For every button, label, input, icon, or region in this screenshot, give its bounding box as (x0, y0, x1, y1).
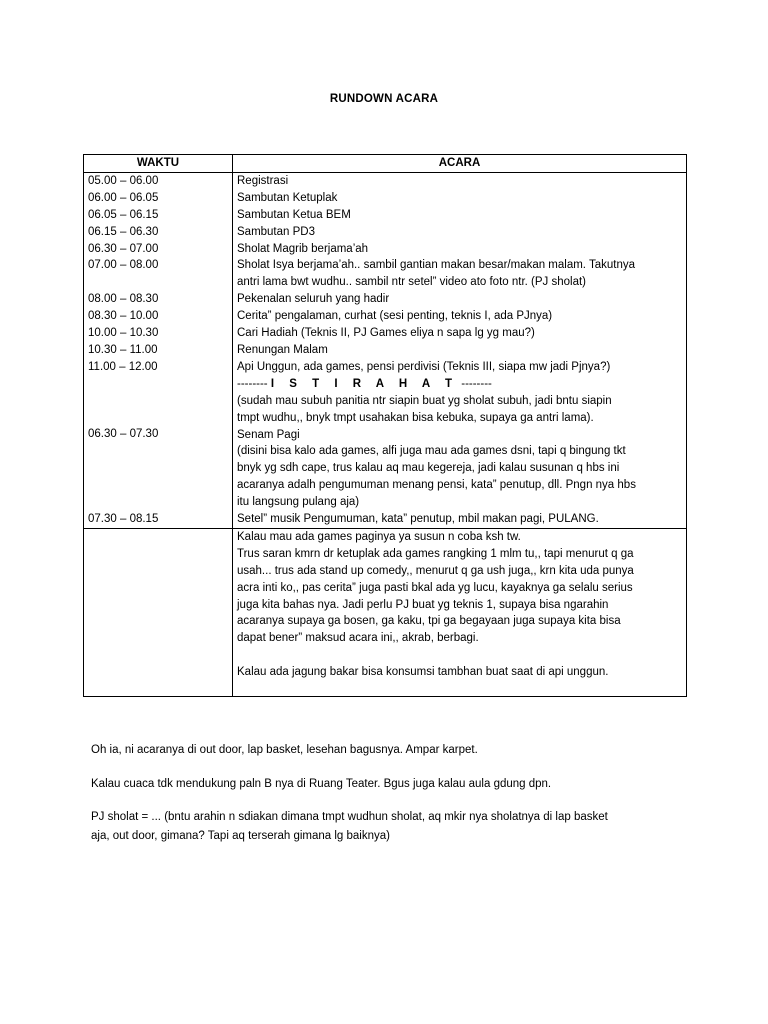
note-paragraph-1 (91, 742, 691, 759)
acara-cell: Sholat Magrib berjama’ah (237, 242, 369, 255)
istirahat-word: I S T I R A H A T (270, 377, 459, 390)
note-paragraph-3 (91, 809, 691, 845)
acara-cell: Cari Hadiah (Teknis II, PJ Games eliya n sapa lg yg mau?) (237, 327, 535, 340)
footer-note-line: dapat bener” maksud acara ini,, akrab, berbagi. (237, 632, 479, 645)
waktu-cell: 06.05 – 06.15 (88, 208, 159, 221)
waktu-cell: 07.00 – 08.00 (88, 259, 159, 272)
note-paragraph-2 (91, 776, 691, 793)
acara-cell: (disini bisa kalo ada games, alfi juga mau ada games dsni, tapi q bingung tkt (237, 445, 626, 458)
acara-cell: Sambutan Ketua BEM (237, 208, 351, 221)
istirahat-dashes-left: -------- (237, 377, 268, 390)
acara-cell: Sambutan Ketuplak (237, 191, 338, 204)
footer-note-line: usah... trus ada stand up comedy,, menurut q ga ush juga,, krn kita uda punya (237, 564, 634, 577)
waktu-cell: 06.30 – 07.30 (88, 428, 159, 441)
waktu-cell: 06.30 – 07.00 (88, 242, 159, 255)
acara-cell: bnyk yg sdh cape, trus kalau aq mau kegereja, jadi kalau susunan q hbs ini (237, 462, 620, 475)
acara-cell: Cerita” pengalaman, curhat (sesi penting, teknis I, ada PJnya) (237, 310, 553, 323)
acara-cell: Api Unggun, ada games, pensi perdivisi (Teknis III, siapa mw jadi Pjnya?) (237, 360, 611, 373)
acara-cell: antri lama bwt wudhu.. sambil ntr setel” video ato foto ntr. (PJ sholat) (237, 276, 586, 289)
note-text: aja, out door, gimana? Tapi aq terserah gimana lg baiknya) (91, 829, 390, 842)
note-text: PJ sholat = ... (bntu arahin n sdiakan dimana tmpt wudhun sholat, aq mkir nya sholatnya di lap basket (91, 811, 608, 823)
waktu-cell: 08.30 – 10.00 (88, 310, 159, 323)
footer-note-line: acra inti ko,, pas cerita” juga pasti bkal ada yg lucu, kayaknya ga selalu serius (237, 581, 633, 594)
acara-cell: acaranya adalh pengumuman menang pensi, kata” penutup, dll. Pngn nya hbs (237, 479, 636, 492)
table-header-row (84, 155, 687, 173)
footer-note-extra: Kalau ada jagung bakar bisa konsumsi tambhan buat saat di api unggun. (237, 666, 609, 679)
note-text: Kalau cuaca tdk mendukung paln B nya di Ruang Teater. Bgus juga kalau aula gdung dpn. (91, 778, 552, 790)
acara-cell: Senam Pagi (237, 428, 300, 441)
table-main-row (84, 172, 687, 528)
istirahat-note: tmpt wudhu,, bnyk tmpt usahakan bisa kebuka, supaya ga antri lama). (237, 411, 594, 424)
waktu-cell: 10.30 – 11.00 (88, 343, 158, 356)
acara-cell: Setel” musik Pengumuman, kata” penutup, mbil makan pagi, PULANG. (237, 513, 599, 526)
footer-note-cell (233, 528, 687, 696)
istirahat-note: (sudah mau subuh panitia ntr siapin buat yg sholat subuh, jadi bntu siapin (237, 394, 612, 407)
waktu-cell: 08.00 – 08.30 (88, 293, 159, 306)
rundown-table (83, 154, 687, 697)
footer-note-line: juga kita bahas nya. Jadi perlu PJ buat yg teknis 1, supaya bisa ngarahin (237, 598, 609, 611)
footer-note-line: Kalau mau ada games paginya ya susun n coba ksh tw. (237, 530, 521, 543)
istirahat-dashes-right: -------- (461, 377, 492, 390)
waktu-cell: 06.15 – 06.30 (88, 225, 159, 238)
document-title: RUNDOWN ACARA (329, 93, 439, 105)
waktu-cell: 06.00 – 06.05 (88, 191, 159, 204)
header-waktu: WAKTU (84, 155, 233, 173)
waktu-cell: 11.00 – 12.00 (88, 360, 158, 373)
istirahat-divider (237, 376, 682, 393)
waktu-empty-cell (84, 528, 233, 696)
acara-cell: Registrasi (237, 174, 289, 187)
waktu-cell: 05.00 – 06.00 (88, 174, 159, 187)
note-text: Oh ia, ni acaranya di out door, lap basket, lesehan bagusnya. Ampar karpet. (91, 744, 478, 756)
table-footer-row (84, 528, 687, 696)
footer-note-line: Trus saran kmrn dr ketuplak ada games rangking 1 mlm tu,, tapi menurut q ga (237, 547, 634, 560)
waktu-cell: 07.30 – 08.15 (88, 512, 159, 525)
waktu-column (84, 172, 233, 528)
footer-note-line: acaranya supaya ga bosen, ga kaku, tpi ga begayaan juga supaya kita bisa (237, 615, 621, 628)
acara-cell: Sholat Isya berjama’ah.. sambil gantian makan besar/makan malam. Takutnya (237, 259, 636, 272)
acara-cell: Pekenalan seluruh yang hadir (237, 293, 390, 306)
acara-column (233, 172, 687, 528)
waktu-cell: 10.00 – 10.30 (88, 327, 159, 340)
acara-cell: Sambutan PD3 (237, 225, 315, 238)
acara-cell: Renungan Malam (237, 343, 328, 356)
acara-cell: itu langsung pulang aja) (237, 496, 360, 509)
header-acara: ACARA (233, 155, 687, 173)
